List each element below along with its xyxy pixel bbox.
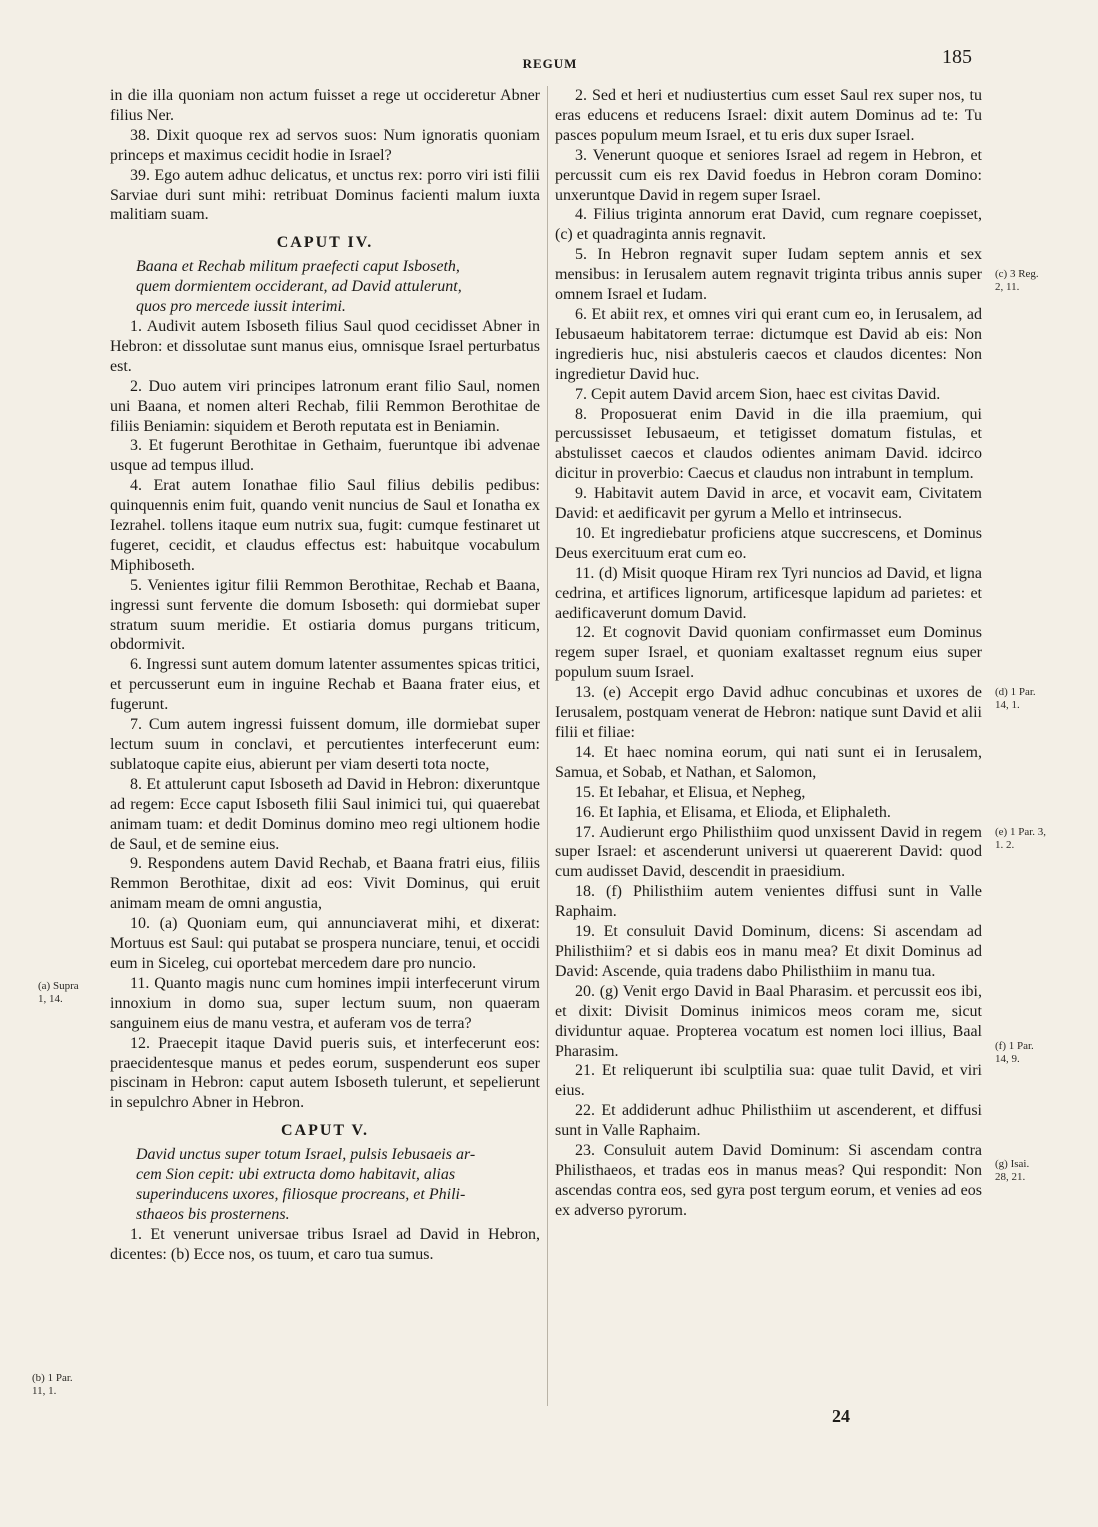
note-ref: (d) 1 Par. bbox=[995, 686, 1036, 698]
paragraph: 20. (g) Venit ergo David in Baal Pharasim. et percussit eos ibi, et dixit: Divisit Dominus inimicos meos coram me, sicut dividuntur aquae. Propterea vocatum est nomen loci illius, Baal Pharasim. bbox=[555, 982, 982, 1060]
note-ref-detail: 28, 21. bbox=[995, 1171, 1026, 1183]
summary-line: Baana et Rechab militum praefecti caput Isboseth, bbox=[136, 258, 460, 276]
chapter-4-summary bbox=[110, 257, 540, 317]
paragraph: 8. Et attulerunt caput Isboseth ad David in Hebron: dixeruntque ad regem: Ecce caput Isboseth filii Saul inimici tui, qui quaerebat animam tuam: et dedit Dominus domino meo regi ultionem hodie de Saul, et de semine eius. bbox=[110, 775, 540, 853]
left-column bbox=[110, 86, 540, 1265]
paragraph: 9. Habitavit autem David in arce, et vocavit eam, Civitatem David: et aedificavit per gyrum a Mello et intrinsecus. bbox=[555, 485, 982, 523]
summary-line: sthaeos bis prosternens. bbox=[136, 1205, 290, 1223]
note-ref: (a) Supra bbox=[38, 980, 79, 992]
paragraph: 7. Cepit autem David arcem Sion, haec est civitas David. bbox=[575, 385, 941, 403]
right-column bbox=[555, 86, 982, 1221]
paragraph: 8. Proposuerat enim David in die illa praemium, qui percussisset Iebusaeum, et tetigisset domatum fistulas, et abstulisset caecos et claudos odientes animam David. idcirco dicitur in proverbio: Caecus et claudus non intrabunt in templum. bbox=[555, 405, 982, 483]
margin-note-d bbox=[995, 686, 1036, 712]
paragraph: 10. Et ingrediebatur proficiens atque succrescens, et Dominus Deus exercituum erat cum eo. bbox=[555, 524, 982, 562]
paragraph: 2. Sed et heri et nudiustertius cum esset Saul rex super nos, tu eras educens et reducens Israel: dixit autem Dominus ad te: Tu pasces populum meum Israel, et tu eris dux super Israel. bbox=[555, 87, 982, 144]
summary-line: superinducens uxores, filiosque procreans, et Phili- bbox=[136, 1185, 466, 1203]
paragraph: 12. Praecepit itaque David pueris suis, et interfecerunt eos: praecidentesque manus et pedes eorum, suspenderunt eos super piscinam in Hebron: caput autem Isboseth tulerunt, et sepelierunt in sepulchro Abner in Hebron. bbox=[110, 1034, 540, 1112]
paragraph: 9. Respondens autem David Rechab, et Baana fratri eius, filiis Remmon Berothitae, dixit ad eos: Vivit Dominus, qui eruit animam meam de omni angustia, bbox=[110, 855, 540, 913]
paragraph: 15. Et Iebahar, et Elisua, et Nepheg, bbox=[575, 783, 806, 801]
paragraph: 5. Venientes igitur filii Remmon Berothitae, Rechab et Baana, ingressi sunt fervente die domum Isboseth: qui dormiebat super stratum suum meridie. Et ostiaria domus purgans triticum, obdormivit. bbox=[110, 576, 540, 654]
paragraph: 10. (a) Quoniam eum, qui annunciaverat mihi, et dixerat: Mortuus est Saul: qui putabat se prospera nunciare, tenui, et occidi eum in Siceleg, cui oportebat mercedem dare pro nuncio. bbox=[110, 915, 540, 972]
note-ref: (g) Isai. bbox=[995, 1158, 1030, 1170]
margin-note-e bbox=[995, 826, 1046, 852]
paragraph: 6. Ingressi sunt autem domum latenter assumentes spicas tritici, et percusserunt eum in inguine Rechab et Baana frater eius, et fugerunt. bbox=[110, 656, 540, 714]
note-ref-detail: 14, 1. bbox=[995, 699, 1020, 711]
paragraph: 19. Et consuluit David Dominum, dicens: Si ascendam ad Philisthiim? et si dabis eos in manu mea? Et dixit Dominus ad David: Ascende, quia tradens dabo Philisthiim in manu tua. bbox=[555, 923, 982, 980]
note-ref-detail: 11, 1. bbox=[32, 1385, 57, 1397]
margin-note-b bbox=[32, 1372, 73, 1398]
chapter-5-summary bbox=[110, 1145, 540, 1225]
paragraph: 3. Venerunt quoque et seniores Israel ad regem in Hebron, et percussit cum eis rex David foedus in Hebron coram Domino: unxeruntque David in regem super Israel. bbox=[555, 146, 982, 204]
sheet-signature: 24 bbox=[832, 1406, 850, 1426]
summary-line: David unctus super totum Israel, pulsis Iebusaeis ar- bbox=[136, 1146, 476, 1164]
paragraph: 2. Duo autem viri principes latronum erant filio Saul, nomen uni Baana, et nomen alteri Rechab, filii Remmon Berothitae de filiis Beniamin: siquidem et Beroth reputata est in Beniamin. bbox=[110, 377, 540, 435]
paragraph: 3. Et fugerunt Berothitae in Gethaim, fueruntque ibi advenae usque ad tempus illud. bbox=[110, 437, 540, 475]
note-ref-detail: 1. 2. bbox=[995, 839, 1015, 851]
paragraph: 17. Audierunt ergo Philisthiim quod unxissent David in regem super Israel: et ascenderunt universi ut quaererent David: quod cum audisset David, descendit in praesidium. bbox=[555, 823, 982, 881]
margin-note-c bbox=[995, 268, 1039, 294]
page-number: 185 bbox=[942, 46, 972, 68]
paragraph: 7. Cum autem ingressi fuissent domum, ille dormiebat super lectum suum in conclavi, et percutientes interfecerunt eum: sublatoque capite eius, abierunt per viam deserti tota nocte, bbox=[110, 716, 540, 773]
paragraph: 5. In Hebron regnavit super Iudam septem annis et sex mensibus: in Ierusalem autem regnavit triginta tribus annis super omnem Israel et Iudam. bbox=[555, 246, 982, 304]
note-ref-detail: 1, 14. bbox=[38, 993, 63, 1005]
paragraph: in die illa quoniam non actum fuisset a rege ut occideretur Abner filius Ner. bbox=[110, 87, 540, 124]
paragraph: 16. Et Iaphia, et Elisama, et Elioda, et Eliphaleth. bbox=[575, 803, 891, 821]
note-ref-detail: 2, 11. bbox=[995, 281, 1020, 293]
running-head: REGUM bbox=[522, 56, 578, 71]
paragraph: 11. Quanto magis nunc cum homines impii interfecerunt virum innoxium in domo sua, super lectum suum, non quaeram sanguinem eius de manu vestra, et auferam vos de terra? bbox=[110, 974, 540, 1032]
margin-note-f bbox=[995, 1040, 1034, 1066]
column-divider bbox=[547, 86, 548, 1406]
paragraph: 1. Audivit autem Isboseth filius Saul quod cecidisset Abner in Hebron: et dissolutae sunt manus eius, omnisque Israel perturbatus est. bbox=[110, 317, 540, 375]
paragraph: 6. Et abiit rex, et omnes viri qui erant cum eo, in Ierusalem, ad Iebusaeum habitatorem terrae: dictumque est David ab eis: Non ingredieris huc, nisi abstuleris caecos et claudos dicentes: Non ingredietur David huc. bbox=[555, 305, 982, 383]
summary-line: cem Sion cepit: ubi extructa domo habitavit, alias bbox=[136, 1166, 456, 1184]
margin-note-a bbox=[38, 980, 79, 1006]
summary-line: quem dormientem occiderant, ad David attulerunt, bbox=[136, 278, 462, 296]
paragraph: 4. Erat autem Ionathae filio Saul filius debilis pedibus: quinquennis enim fuit, quando venit nuncius de Saul et Ionatha ex Iezrahel. tollens itaque eum nutrix sua, fugit: cumque festinaret ut fugeret, cecidit, et claudus effectus est: habuitque vocabulum Miphiboseth. bbox=[110, 477, 540, 574]
note-ref: (c) 3 Reg. bbox=[995, 268, 1039, 280]
paragraph: 13. (e) Accepit ergo David adhuc concubinas et uxores de Ierusalem, postquam venerat de Hebron: natique sunt David et alii filii et filiae: bbox=[555, 684, 982, 741]
chapter-5-heading: CAPUT V. bbox=[280, 1122, 370, 1140]
paragraph: 21. Et reliquerunt ibi sculptilia sua: quae tulit David, et viri eius. bbox=[555, 1062, 982, 1100]
paragraph: 14. Et haec nomina eorum, qui nati sunt ei in Ierusalem, Samua, et Sobab, et Nathan, et Salomon, bbox=[555, 743, 982, 781]
paragraph: 12. Et cognovit David quoniam confirmasset eum Dominus regem super Israel, et quoniam exaltasset regnum eius super populum suum Israel. bbox=[555, 624, 982, 682]
paragraph: 23. Consuluit autem David Dominum: Si ascendam contra Philisthaeos, et tradas eos in manus meas? Qui respondit: Non ascendas contra eos, sed gyra post tergum eorum, et venies ad eos ex adverso pyrorum. bbox=[555, 1142, 982, 1219]
paragraph: 18. (f) Philisthiim autem venientes diffusi sunt in Valle Raphaim. bbox=[555, 883, 982, 921]
note-ref: (e) 1 Par. 3, bbox=[995, 826, 1047, 838]
paragraph: 22. Et addiderunt adhuc Philisthiim ut ascenderent, et diffusi sunt in Valle Raphaim. bbox=[555, 1102, 982, 1140]
paragraph: 4. Filius triginta annorum erat David, cum regnare coepisset, (c) et quadraginta annis regnavit. bbox=[555, 206, 982, 244]
paragraph: 1. Et venerunt universae tribus Israel ad David in Hebron, dicentes: (b) Ecce nos, os tuum, et caro tua sumus. bbox=[110, 1225, 540, 1263]
note-ref: (f) 1 Par. bbox=[995, 1040, 1034, 1052]
summary-line: quos pro mercede iussit interimi. bbox=[136, 298, 346, 316]
paragraph: 39. Ego autem adhuc delicatus, et unctus rex: porro viri isti filii Sarviae duri sunt mihi: retribuat Dominus facienti malum iuxta malitiam suam. bbox=[110, 166, 540, 224]
note-ref-detail: 14, 9. bbox=[995, 1053, 1020, 1065]
paragraph: 38. Dixit quoque rex ad servos suos: Num ignoratis quoniam princeps et maximus cecidit hodie in Israel? bbox=[110, 126, 540, 164]
paragraph: 11. (d) Misit quoque Hiram rex Tyri nuncios ad David, et ligna cedrina, et artifices lignorum, artificesque lapidum ad parietes: et aedificaverunt domum David. bbox=[555, 564, 982, 622]
note-ref: (b) 1 Par. bbox=[32, 1372, 73, 1384]
margin-note-g bbox=[995, 1158, 1029, 1184]
chapter-4-heading: CAPUT IV. bbox=[276, 234, 374, 252]
